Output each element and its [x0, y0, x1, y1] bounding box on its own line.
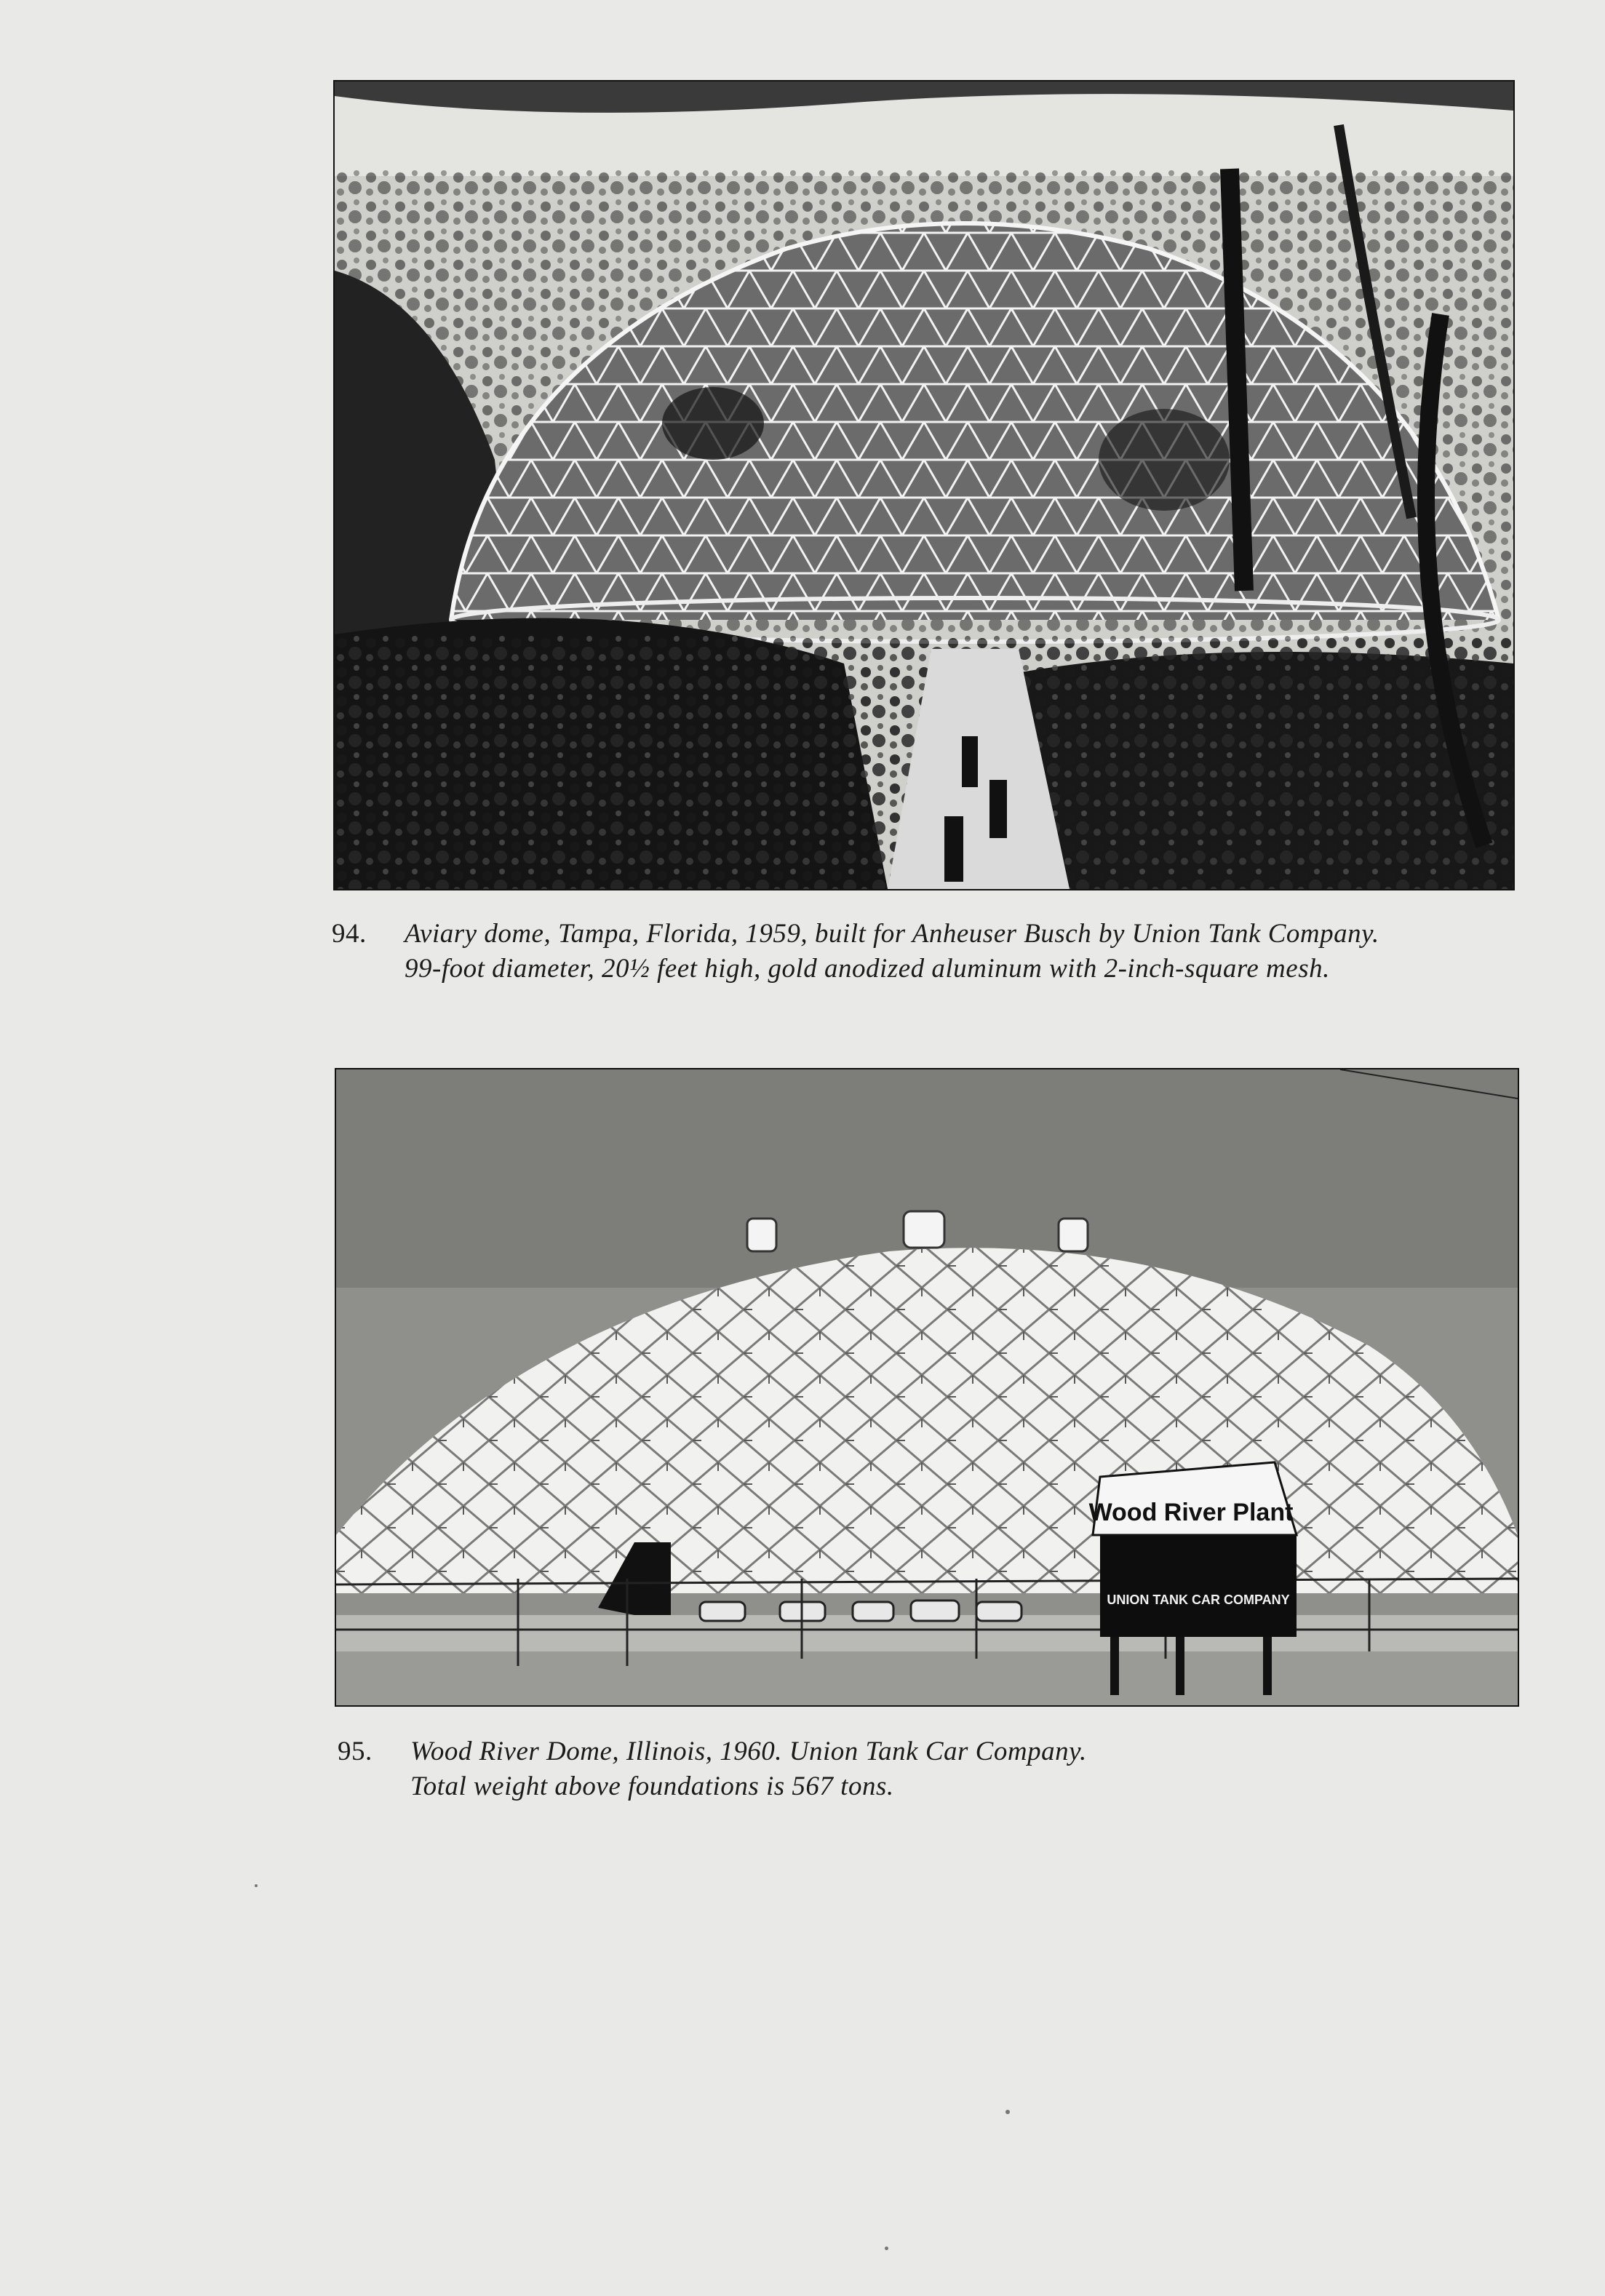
sign-subtitle: UNION TANK CAR COMPANY — [1107, 1593, 1290, 1607]
wood-river-dome-illustration — [336, 1069, 1518, 1705]
figure-95-caption-line-2: Total weight above foundations is 567 tons. — [410, 1771, 894, 1801]
figure-94-caption-line-2: 99-foot diameter, 20½ feet high, gold anodized aluminum with 2-inch-square mesh. — [405, 954, 1330, 984]
figure-94-caption-line-1: Aviary dome, Tampa, Florida, 1959, built for Anheuser Busch by Union Tank Company. — [405, 919, 1379, 949]
figure-95-caption-line-1: Wood River Dome, Illinois, 1960. Union Tank Car Company. — [410, 1737, 1087, 1766]
figure-94-number: 94. — [332, 919, 367, 949]
aviary-dome-illustration — [335, 81, 1513, 889]
figure-95-caption — [338, 1734, 1087, 1804]
paper-speck — [885, 2247, 888, 2250]
figure-95-number: 95. — [338, 1737, 373, 1766]
wood-river-dome-photo — [335, 1068, 1519, 1707]
paper-speck — [255, 1884, 258, 1887]
paper-speck — [1005, 2110, 1010, 2114]
aviary-dome-photo — [333, 80, 1515, 890]
figure-94-caption — [332, 917, 1379, 986]
sign-title: Wood River Plant — [1088, 1499, 1294, 1526]
